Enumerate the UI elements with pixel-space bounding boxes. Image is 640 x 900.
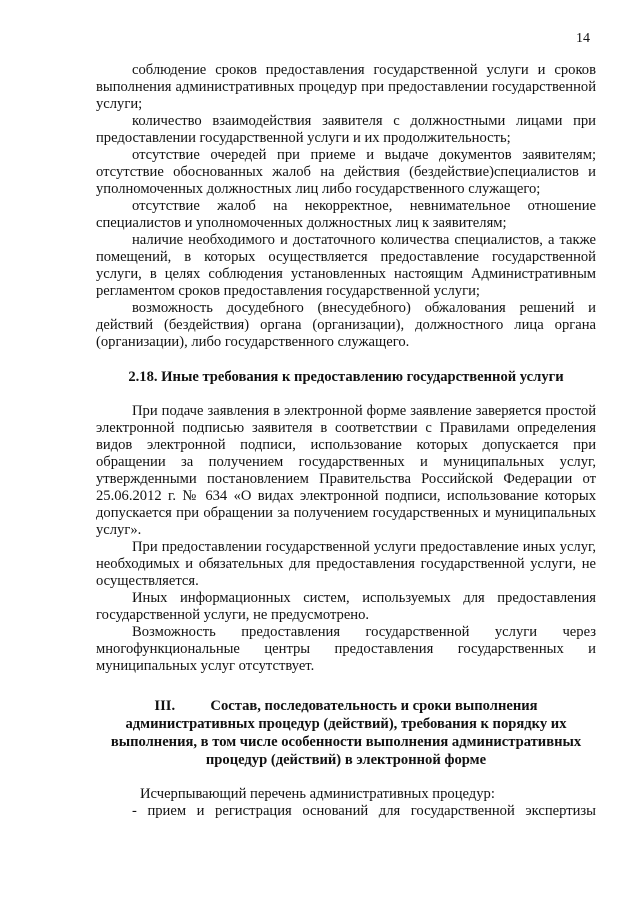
paragraph-deadlines: соблюдение сроков предоставления государственной услуги и сроков выполнения административных процедур при предоставлении государственной услуги; xyxy=(96,62,596,112)
document-body xyxy=(96,62,596,820)
section-3-title-line1: Состав, последовательность и сроки выполнения xyxy=(210,698,538,714)
paragraph-no-queues: отсутствие очередей при приеме и выдаче документов заявителям; отсутствие обоснованных жалоб на действия (бездействие)специалистов и уполномоченных должностных лиц либо государственного служащего; xyxy=(96,147,596,197)
paragraph-info-systems: Иных информационных систем, используемых для предоставления государственной услуги, не предусмотрено. xyxy=(96,590,596,623)
section-3-title-rest: административных процедур (действий), требования к порядку их выполнения, в том числе особенности выполнения административных процедур (действий) в электронной форме xyxy=(110,716,582,768)
paragraph-specialists: наличие необходимого и достаточного количества специалистов, а также помещений, в которых осуществляется предоставление государственной услуги, в целях соблюдения установленных настоящим Административным регламентом сроков предоставления государственной услуги; xyxy=(96,232,596,299)
paragraph-no-complaints: отсутствие жалоб на некорректное, невнимательное отношение специалистов и уполномоченных должностных лиц к заявителям; xyxy=(96,198,596,231)
page-number: 14 xyxy=(576,31,590,46)
section-3-heading-line1 xyxy=(96,697,596,715)
section-2-18-heading: 2.18. Иные требования к предоставлению государственной услуги xyxy=(128,369,564,385)
paragraph-appeal: возможность досудебного (внесудебного) обжалования решений и действий (бездействия) органа (организации), должностного лица органа (организации), либо государственного служащего. xyxy=(96,300,596,350)
paragraph-mfc: Возможность предоставления государственной услуги через многофункциональные центры предоставления государственных и муниципальных услуг отсутствует. xyxy=(96,624,596,674)
procedures-list-intro: Исчерпывающий перечень административных процедур: xyxy=(140,786,495,802)
list-item: - прием и регистрация оснований для государственной экспертизы xyxy=(132,803,596,819)
paragraph-interactions: количество взаимодействия заявителя с должностными лицами при предоставлении государственной услуги и их продолжительность; xyxy=(96,113,596,146)
paragraph-other-services: При предоставлении государственной услуги предоставление иных услуг, необходимых и обязательных для предоставления государственной услуги, не осуществляется. xyxy=(96,539,596,589)
paragraph-electronic-signature: При подаче заявления в электронной форме заявление заверяется простой электронной подписью заявителя в соответствии с Правилами определения видов электронной подписи, использование которых допускается при обращении за получением государственных и муниципальных услуг, утвержденными постановлением Правительства Российской Федерации от 25.06.2012 г. № 634 «О видах электронной подписи, использование которых допускается при обращении за получением государственных и муниципальных услуг». xyxy=(96,403,596,538)
section-3-numeral: III. xyxy=(154,698,176,714)
section-3-heading xyxy=(96,697,596,769)
